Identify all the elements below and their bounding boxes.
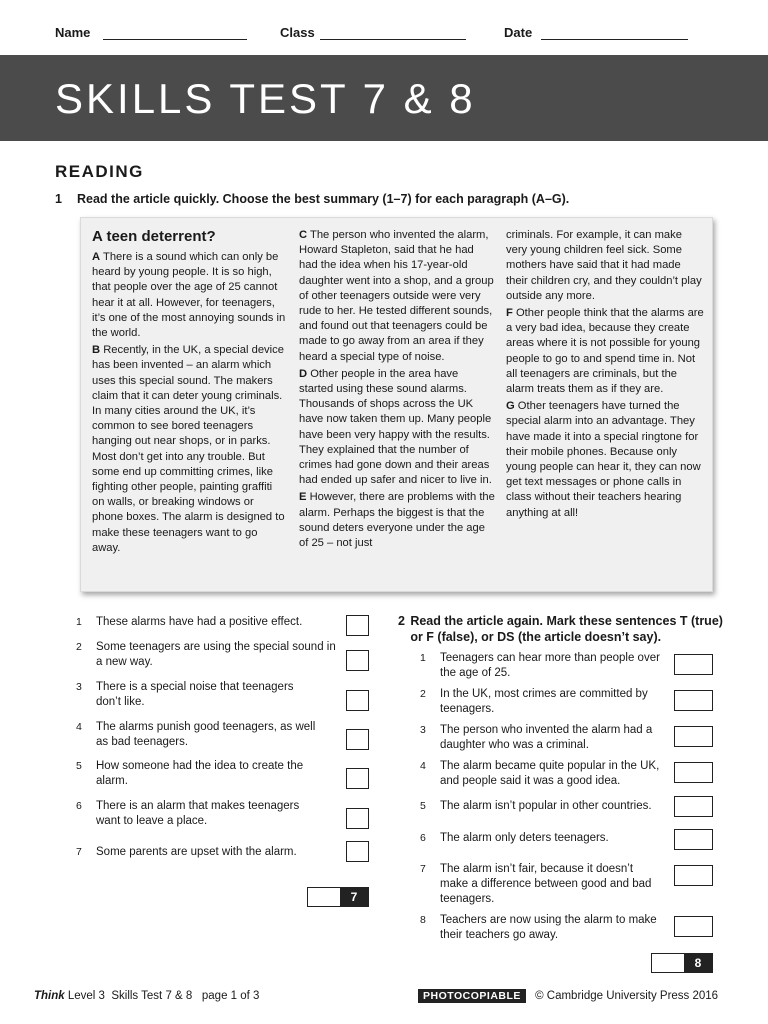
article-column-2 <box>299 228 495 553</box>
paragraph-e-part-2: criminals. For example, it can make very young children feel sick. Some mothers have said that it had made their children cry, and they couldn’t play outside any more. <box>506 229 702 302</box>
ex1-item-3: 3 There is a special noise that teenagers don’t like. <box>76 681 294 708</box>
exercise-2-instruction <box>398 613 728 645</box>
copyright: © Cambridge University Press 2016 <box>535 990 719 1002</box>
paragraph-f: F Other people think that the alarms are a very bad idea, because they create areas where it is not possible for young people to go to and spend time in. Not all teenagers are criminals, but the alarm treats them as if they are. <box>506 307 704 396</box>
ex1-answer-box-5[interactable] <box>346 768 369 789</box>
ex2-answer-box-6[interactable] <box>674 829 713 850</box>
ex1-answer-box-4[interactable] <box>346 729 369 750</box>
footer-right <box>418 990 718 1002</box>
ex2-item-7: 7 The alarm isn’t fair, because it doesn’t make a difference between good and bad teenagers. <box>420 863 652 905</box>
name-field[interactable] <box>103 39 247 40</box>
ex2-score-blank[interactable] <box>652 954 684 972</box>
ex2-answer-box-7[interactable] <box>674 865 713 886</box>
ex1-score-box <box>307 887 369 907</box>
ex2-answer-box-4[interactable] <box>674 762 713 783</box>
ex1-item-5: 5 How someone had the idea to create the alarm. <box>76 760 304 787</box>
article-column-3 <box>506 228 704 523</box>
ex2-item-6: 6 The alarm only deters teenagers. <box>420 832 609 844</box>
ex2-item-4: 4 The alarm became quite popular in the UK, and people said it was a good idea. <box>420 760 660 787</box>
ex1-item-7: 7 Some parents are upset with the alarm. <box>76 846 297 858</box>
paragraph-c: C The person who invented the alarm, Howard Stapleton, said that he had had the idea when his 17-year-old daughter went into a shop, and a group of other teenagers outside were very rude to her. He tested different sounds, and found out that teenagers could be made to go away from an area if they heard a special type of noise. <box>299 229 494 363</box>
instruction-text: Read the article again. Mark these sentences T (true) or F (false), or DS (the article doesn’t say). <box>410 614 723 644</box>
series-name: Think <box>34 990 65 1002</box>
ex1-item-4: 4 The alarms punish good teenagers, as well as bad teenagers. <box>76 721 316 748</box>
title-banner <box>0 55 768 141</box>
ex2-score-total: 8 <box>684 954 712 972</box>
ex1-score-total: 7 <box>340 888 368 906</box>
paragraph-e-part-1: E However, there are problems with the alarm. Perhaps the biggest is that the sound deters everyone under the age of 25 – not just <box>299 491 495 550</box>
ex1-answer-box-7[interactable] <box>346 841 369 862</box>
exercise-number: 1 <box>55 192 62 206</box>
name-label: Name <box>55 25 91 40</box>
exercise-number: 2 <box>398 614 405 628</box>
date-field[interactable] <box>541 39 688 40</box>
exercise-1-instruction <box>55 192 569 206</box>
date-label: Date <box>504 25 533 40</box>
ex2-item-2: 2 In the UK, most crimes are committed by teenagers. <box>420 688 648 715</box>
class-field[interactable] <box>320 39 466 40</box>
ex1-answer-box-1[interactable] <box>346 615 369 636</box>
ex1-answer-box-6[interactable] <box>346 808 369 829</box>
page-info: Level 3 Skills Test 7 & 8 page 1 of 3 <box>64 990 260 1002</box>
paragraph-g: G Other teenagers have turned the special alarm into an advantage. They have made it into a special ringtone for their mobile phones. Because only young people can hear it, they can now get text messages or phone calls in class without their teachers hearing anything at all! <box>506 400 701 519</box>
footer-left <box>34 990 259 1002</box>
ex2-answer-box-5[interactable] <box>674 796 713 817</box>
ex1-item-2: 2 Some teenagers are using the special sound in a new way. <box>76 641 336 668</box>
ex2-answer-box-2[interactable] <box>674 690 713 711</box>
paragraph-d: D Other people in the area have started using these sound alarms. Thousands of shops across the UK have now taken them up. Many people have been very happy with the results. They explained that the number of crimes had gone down and their areas had ended up safer and nicer to live in. <box>299 367 492 487</box>
class-label: Class <box>280 25 315 40</box>
ex2-answer-box-8[interactable] <box>674 916 713 937</box>
ex1-score-blank[interactable] <box>308 888 340 906</box>
section-title: READING <box>55 162 144 181</box>
ex1-item-1: 1 These alarms have had a positive effect. <box>76 616 303 628</box>
ex2-score-box <box>651 953 713 973</box>
student-info-row <box>55 22 715 42</box>
ex1-answer-box-2[interactable] <box>346 650 369 671</box>
paragraph-a: A There is a sound which can only be heard by young people. It is so high, that people over the age of 25 cannot hear it at all. However, for teenagers, it’s one of the most annoying sounds in the world. <box>92 251 286 340</box>
ex2-answer-box-3[interactable] <box>674 726 713 747</box>
ex2-item-3: 3 The person who invented the alarm had a daughter who was a criminal. <box>420 724 653 751</box>
article-title: A teen deterrent? <box>92 228 216 245</box>
ex2-item-1: 1 Teenagers can hear more than people over the age of 25. <box>420 652 660 679</box>
page-title: SKILLS TEST 7 & 8 <box>55 75 476 122</box>
article-panel <box>80 217 713 592</box>
ex2-answer-box-1[interactable] <box>674 654 713 675</box>
ex1-item-6: 6 There is an alarm that makes teenagers want to leave a place. <box>76 800 300 827</box>
photocopiable-badge: PHOTOCOPIABLE <box>418 989 526 1003</box>
ex2-item-8: 8 Teachers are now using the alarm to make their teachers go away. <box>420 914 657 941</box>
ex2-item-5: 5 The alarm isn’t popular in other countries. <box>420 800 652 812</box>
ex1-answer-box-3[interactable] <box>346 690 369 711</box>
paragraph-b: B Recently, in the UK, a special device has been invented – an alarm which uses this special sound. The makers claim that it can deter young criminals. In many cities around the UK, it’s common to see bored teenagers hanging out near shops, or in parks. Most don’t get into any trouble. But some end up committing crimes, like fighting other people, painting graffiti on walls, or breaking windows or phone boxes. The alarm is designed to make these teenagers want to go away. <box>92 344 285 554</box>
instruction-text: Read the article quickly. Choose the best summary (1–7) for each paragraph (A–G). <box>77 192 570 206</box>
article-column-1 <box>92 228 287 558</box>
